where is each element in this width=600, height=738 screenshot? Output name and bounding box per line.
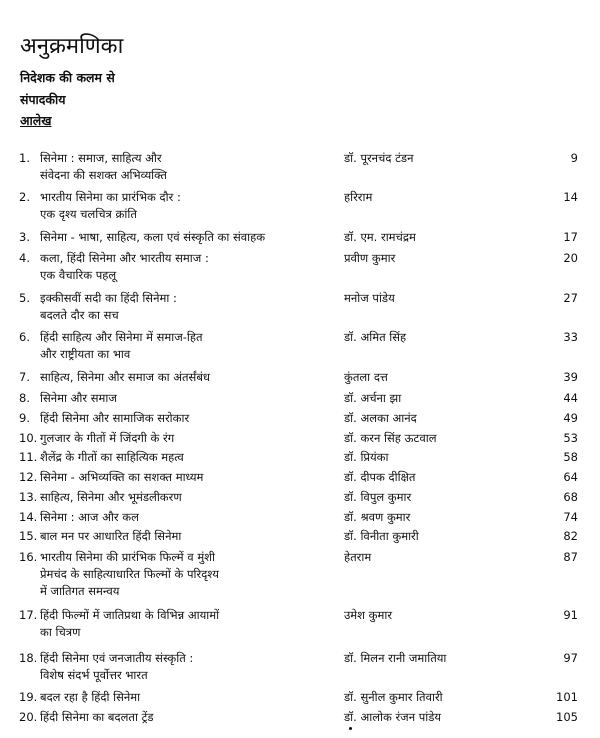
entry-page-number: 27 bbox=[563, 291, 578, 305]
entry-title-line: में जातिगत समन्वय bbox=[40, 584, 120, 598]
entry-number: 4. bbox=[19, 251, 30, 265]
entry-title bbox=[40, 709, 340, 726]
entry-number: 18. bbox=[19, 651, 38, 665]
entry-title bbox=[40, 290, 340, 324]
entry-title bbox=[40, 449, 340, 466]
entry-author: उमेश कुमार bbox=[344, 608, 393, 622]
entry-author: डॉ. एम. रामचंद्रम bbox=[344, 230, 416, 244]
entry-page-number: 97 bbox=[563, 651, 578, 665]
entry-page-number: 20 bbox=[563, 251, 578, 265]
entry-page-number: 33 bbox=[563, 330, 578, 344]
entry-number: 6. bbox=[19, 330, 30, 344]
entry-title bbox=[40, 549, 340, 600]
entry-number: 15. bbox=[19, 529, 38, 543]
entry-title-line: सिनेमा : आज और कल bbox=[40, 510, 139, 524]
entry-number: 7. bbox=[19, 370, 30, 384]
entry-title-line: भारतीय सिनेमा का प्रारंभिक दौर : bbox=[40, 190, 181, 204]
entry-title bbox=[40, 189, 340, 223]
entry-page-number: 44 bbox=[563, 391, 578, 405]
entry-author: डॉ. श्रवण कुमार bbox=[344, 510, 411, 524]
entry-author: डॉ. अमित सिंह bbox=[344, 330, 407, 344]
entry-title-line: और राष्ट्रीयता का भाव bbox=[40, 347, 131, 361]
entry-title bbox=[40, 489, 340, 506]
entry-title-line: गुलजार के गीतों में जिंदगी के रंग bbox=[40, 431, 175, 445]
entry-number: 11. bbox=[19, 450, 38, 464]
entry-page-number: 91 bbox=[563, 608, 578, 622]
entry-title bbox=[40, 390, 340, 407]
entry-title-line: बाल मन पर आधारित हिंदी सिनेमा bbox=[40, 529, 182, 543]
entry-author: कुंतला दत्त bbox=[344, 370, 388, 384]
entry-page-number: 105 bbox=[556, 710, 578, 724]
entry-title bbox=[40, 410, 340, 427]
entry-author: डॉ. दीपक दीक्षित bbox=[344, 470, 416, 484]
entry-author: प्रवीण कुमार bbox=[344, 251, 396, 265]
entry-title-line: भारतीय सिनेमा की प्रारंभिक फिल्में व मुंशी bbox=[40, 550, 216, 564]
entry-page-number: 68 bbox=[563, 490, 578, 504]
entry-number: 2. bbox=[19, 190, 30, 204]
entry-number: 16. bbox=[19, 550, 38, 564]
entry-title-line: का चित्रण bbox=[40, 625, 81, 639]
entry-author: डॉ. विपुल कुमार bbox=[344, 490, 412, 504]
entry-number: 9. bbox=[19, 411, 30, 425]
entry-title-line: बदल रहा है हिंदी सिनेमा bbox=[40, 690, 141, 704]
entry-number: 8. bbox=[19, 391, 30, 405]
entry-title bbox=[40, 528, 340, 545]
entry-page-number: 87 bbox=[563, 550, 578, 564]
entry-author: डॉ. विनीता कुमारी bbox=[344, 529, 419, 543]
entry-title bbox=[40, 329, 340, 363]
entry-author: डॉ. पूरनचंद टंडन bbox=[344, 151, 414, 165]
entry-title-line: हिंदी फिल्मों में जातिप्रथा के विभिन्न आयामों bbox=[40, 608, 220, 622]
entry-number: 17. bbox=[19, 608, 38, 622]
entry-author: डॉ. प्रियंका bbox=[344, 450, 389, 464]
entry-title-line: विशेष संदर्भ पूर्वोत्तर भारत bbox=[40, 668, 148, 682]
entry-title-line: साहित्य, सिनेमा और भूमंडलीकरण bbox=[40, 490, 182, 504]
entry-title bbox=[40, 650, 340, 684]
entry-title-line: हिंदी सिनेमा और सामाजिक सरोकार bbox=[40, 411, 190, 425]
entry-title-line: प्रेमचंद के साहित्याधारित फिल्मों के परिदृश्य bbox=[40, 567, 219, 581]
entry-title-line: सिनेमा और समाज bbox=[40, 391, 117, 405]
entry-number: 3. bbox=[19, 230, 30, 244]
entry-page-number: 82 bbox=[563, 529, 578, 543]
entry-title-line: शैलेंद्र के गीतों का साहित्यिक महत्व bbox=[40, 450, 184, 464]
entry-number: 12. bbox=[19, 470, 38, 484]
entry-title-line: एक दृश्य चलचित्र क्रांति bbox=[40, 207, 137, 221]
entry-title-line: हिंदी सिनेमा का बदलता ट्रेंड bbox=[40, 710, 154, 724]
entry-page-number: 101 bbox=[556, 690, 578, 704]
entry-author: हेतराम bbox=[344, 550, 372, 564]
entry-page-number: 53 bbox=[563, 431, 578, 445]
entry-title-line: हिंदी साहित्य और सिनेमा में समाज-हित bbox=[40, 330, 203, 344]
entry-title-line: सिनेमा - भाषा, साहित्य, कला एवं संस्कृति का संवाहक bbox=[40, 230, 266, 244]
entry-number: 20. bbox=[19, 710, 38, 724]
entry-title bbox=[40, 469, 340, 486]
entry-title bbox=[40, 430, 340, 447]
entry-title-line: संवेदना की सशक्त अभिव्यक्ति bbox=[40, 168, 167, 182]
entry-title-line: सिनेमा : समाज, साहित्य और bbox=[40, 151, 162, 165]
entry-author: डॉ. अर्चना झा bbox=[344, 391, 402, 405]
front-matter-articles: आलेख bbox=[20, 113, 52, 128]
front-matter-director: निदेशक की कलम से bbox=[20, 70, 115, 85]
entry-page-number: 14 bbox=[563, 190, 578, 204]
entry-title bbox=[40, 509, 340, 526]
front-matter-editorial: संपादकीय bbox=[20, 92, 66, 107]
entry-number: 13. bbox=[19, 490, 38, 504]
entry-number: 19. bbox=[19, 690, 38, 704]
entry-number: 5. bbox=[19, 291, 30, 305]
entry-author: डॉ. सुनील कुमार तिवारी bbox=[344, 690, 443, 704]
entry-title bbox=[40, 250, 340, 284]
page-title: अनुक्रमणिका bbox=[20, 34, 124, 59]
entry-title bbox=[40, 689, 340, 706]
entry-title bbox=[40, 229, 340, 246]
entry-page-number: 39 bbox=[563, 370, 578, 384]
entry-author: डॉ. अलका आनंद bbox=[344, 411, 417, 425]
entry-title bbox=[40, 369, 340, 386]
page-dot bbox=[349, 727, 352, 730]
entry-author: मनोज पांडेय bbox=[344, 291, 395, 305]
entry-title-line: हिंदी सिनेमा एवं जनजातीय संस्कृति : bbox=[40, 651, 194, 665]
entry-page-number: 74 bbox=[563, 510, 578, 524]
entry-page-number: 58 bbox=[563, 450, 578, 464]
entry-title-line: इक्कीसवीं सदी का हिंदी सिनेमा : bbox=[40, 291, 177, 305]
entry-author: डॉ. करन सिंह ऊटवाल bbox=[344, 431, 437, 445]
entry-page-number: 9 bbox=[570, 151, 578, 165]
entry-title-line: एक वैचारिक पहलू bbox=[40, 268, 117, 282]
entry-number: 14. bbox=[19, 510, 38, 524]
entry-number: 1. bbox=[19, 151, 30, 165]
entry-page-number: 64 bbox=[563, 470, 578, 484]
entry-title-line: साहित्य, सिनेमा और समाज का अंतर्संबंध bbox=[40, 370, 210, 384]
entry-title-line: सिनेमा - अभिव्यक्ति का सशक्त माध्यम bbox=[40, 470, 204, 484]
entry-author: हरिराम bbox=[344, 190, 373, 204]
entry-title bbox=[40, 150, 340, 184]
entry-title-line: कला, हिंदी सिनेमा और भारतीय समाज : bbox=[40, 251, 209, 265]
entry-page-number: 49 bbox=[563, 411, 578, 425]
entry-title bbox=[40, 607, 340, 641]
entry-author: डॉ. आलोक रंजन पांडेय bbox=[344, 710, 442, 724]
entry-title-line: बदलते दौर का सच bbox=[40, 308, 119, 322]
entry-number: 10. bbox=[19, 431, 38, 445]
entry-page-number: 17 bbox=[563, 230, 578, 244]
entry-author: डॉ. मिलन रानी जमातिया bbox=[344, 651, 447, 665]
